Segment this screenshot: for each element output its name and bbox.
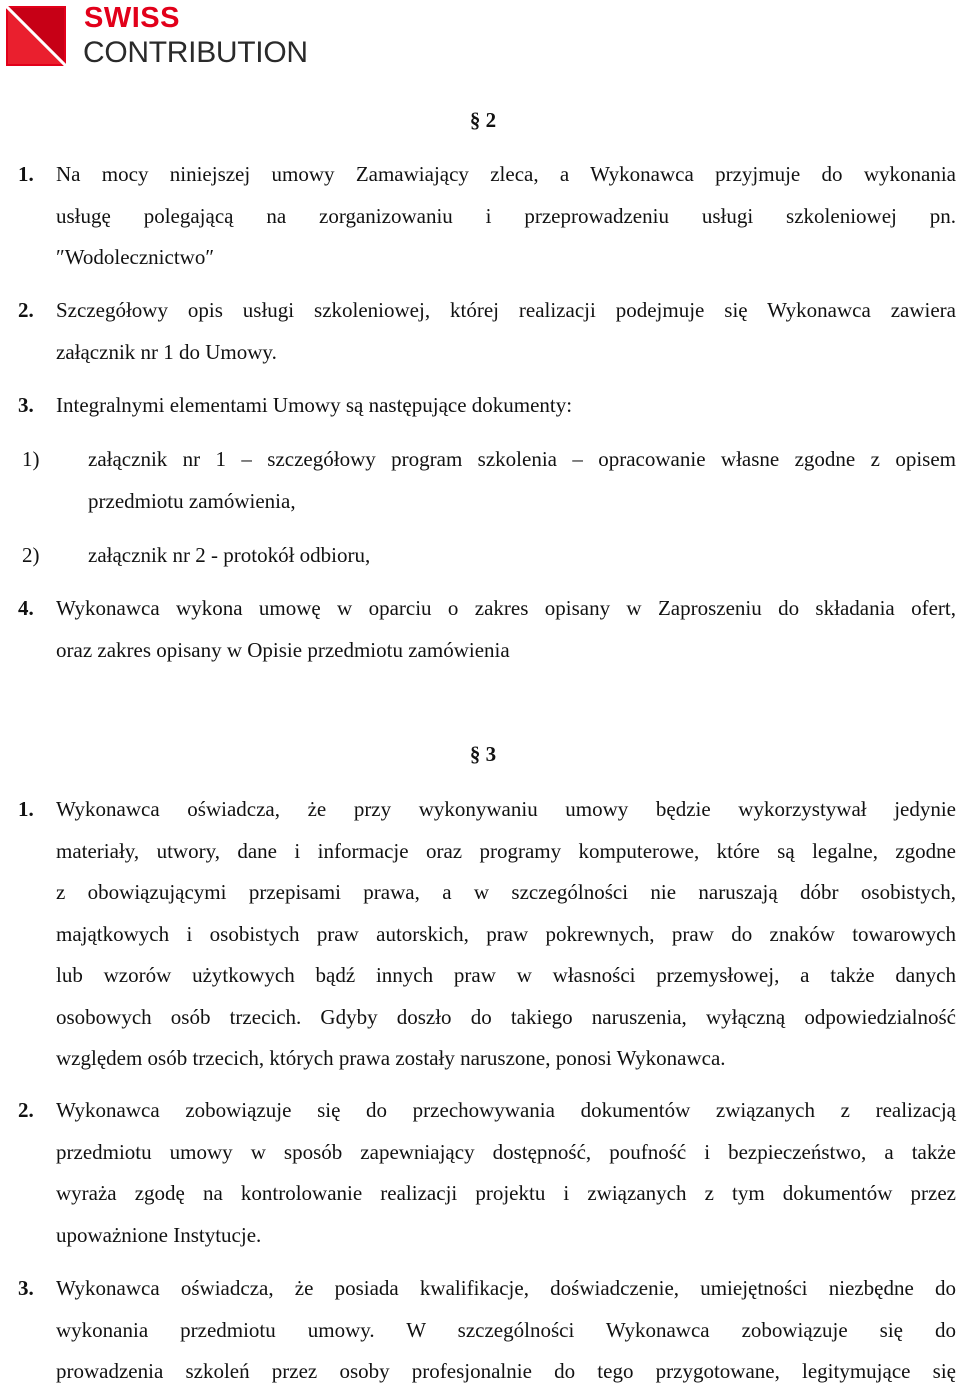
item-text	[56, 588, 956, 671]
text-line: przedmiotu umowy w sposób zapewniający dostępność, poufność i bezpieczeństwo, a także	[56, 1139, 956, 1164]
swiss-contribution-logo	[6, 2, 336, 69]
text-line: osobowych osób trzecich. Gdyby doszło do takiego naruszenia, wyłączną odpowiedzialność	[56, 1004, 956, 1029]
item-text	[56, 1090, 956, 1256]
item-number: 2.	[18, 298, 34, 322]
text-line: oraz zakres opisany w Opisie przedmiotu zamówienia	[56, 637, 510, 662]
text-line: Integralnymi elementami Umowy są następujące dokumenty:	[56, 393, 573, 417]
text-line: upoważnione Instytucje.	[56, 1222, 262, 1247]
text-line: Na mocy niniejszej umowy Zamawiający zleca, a Wykonawca przyjmuje do wykonania	[56, 162, 956, 186]
sub-item-text	[88, 535, 956, 577]
text-line: usługę polegającą na zorganizowaniu i przeprowadzeniu usługi szkoleniowej pn.	[56, 203, 956, 228]
item-number: 1.	[18, 797, 34, 821]
list-item	[0, 290, 960, 373]
sub-item-text	[88, 439, 956, 522]
text-line: materiały, utwory, dane i informacje oraz programy komputerowe, które są legalne, zgodne	[56, 838, 956, 863]
item-text	[56, 290, 956, 373]
text-line: przedmiotu zamówienia,	[88, 488, 296, 513]
logo-text-swiss: SWISS	[84, 2, 180, 34]
text-line: Wykonawca zobowiązuje się do przechowywania dokumentów związanych z realizacją	[56, 1098, 956, 1122]
list-item	[0, 1268, 960, 1393]
logo-mark-icon	[6, 6, 66, 66]
text-line: wykonania przedmiotu umowy. W szczególności Wykonawca zobowiązuje się do	[56, 1317, 956, 1342]
list-item	[0, 385, 960, 427]
list-item	[0, 154, 960, 279]
text-line: prowadzenia szkoleń przez osoby profesjonalnie do tego przygotowane, legitymujące się	[56, 1359, 956, 1383]
text-line: Wykonawca oświadcza, że posiada kwalifikacje, doświadczenie, umiejętności niezbędne do	[56, 1276, 956, 1300]
text-line: lub wzorów użytkowych bądź innych praw w własności przemysłowej, a także danych	[56, 963, 956, 987]
item-number: 4.	[18, 596, 34, 620]
text-line: wyraża zgodę na kontrolowanie realizacji projektu i związanych z tym dokumentów przez	[56, 1181, 956, 1205]
list-item	[0, 588, 960, 671]
text-line: załącznik nr 1 do Umowy.	[56, 339, 277, 364]
sub-list-item	[0, 439, 960, 522]
list-item	[0, 1090, 960, 1256]
section-mark-2: § 2	[469, 108, 497, 132]
text-line: ″Wodolecznictwo″	[56, 245, 215, 269]
item-number: 2.	[18, 1098, 34, 1122]
text-line: Wykonawca oświadcza, że przy wykonywaniu umowy będzie wykorzystywał jedynie	[56, 797, 956, 821]
sub-list-item	[0, 535, 960, 577]
sub-item-number: 1)	[22, 447, 40, 471]
item-text	[56, 154, 956, 279]
text-line: majątkowych i osobistych praw autorskich, praw pokrewnych, praw do znaków towarowych	[56, 921, 956, 946]
item-number: 3.	[18, 1276, 34, 1300]
sub-item-number: 2)	[22, 543, 40, 567]
logo-text-contribution: CONTRIBUTION	[83, 36, 308, 69]
text-line: Szczegółowy opis usługi szkoleniowej, której realizacji podejmuje się Wykonawca zawiera	[56, 298, 956, 322]
item-text	[56, 1268, 956, 1393]
text-line: względem osób trzecich, których prawa zostały naruszone, ponosi Wykonawca.	[56, 1046, 726, 1070]
text-line: z obowiązującymi przepisami prawa, a w szczególności nie naruszają dóbr osobistych,	[56, 880, 956, 904]
text-line: załącznik nr 2 - protokół odbioru,	[88, 543, 371, 567]
text-line: załącznik nr 1 – szczegółowy program szkolenia – opracowanie własne zgodne z opisem	[88, 447, 956, 471]
item-number: 1.	[18, 162, 34, 186]
item-text	[56, 789, 956, 1080]
list-item	[0, 789, 960, 1080]
section-mark-3: § 3	[469, 742, 497, 766]
item-number: 3.	[18, 393, 34, 417]
text-line: Wykonawca wykona umowę w oparciu o zakres opisany w Zaproszeniu do składania ofert,	[56, 596, 956, 620]
item-text	[56, 385, 956, 427]
